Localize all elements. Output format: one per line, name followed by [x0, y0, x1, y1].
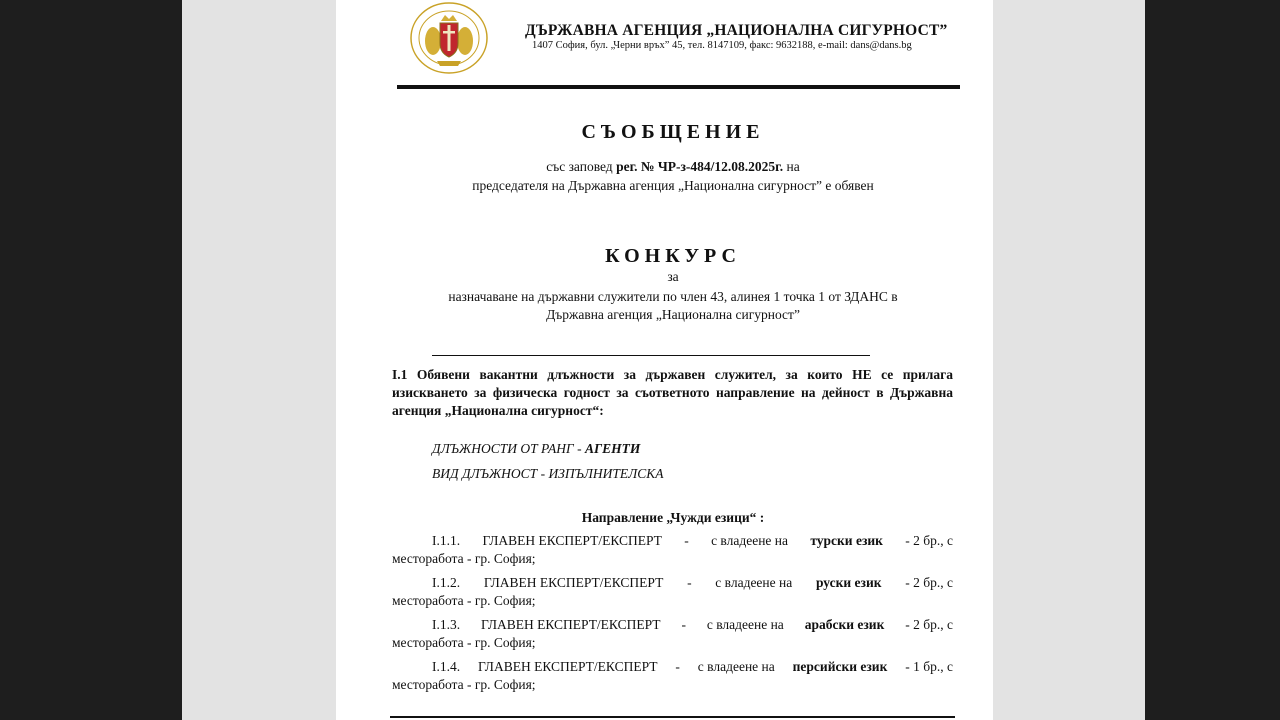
list-item [432, 532, 953, 550]
item-mid-text: с владеене на [706, 617, 784, 632]
list-item [432, 658, 953, 676]
item-location: месторабота - гр. София; [392, 551, 536, 566]
coat-of-arms-seal [407, 1, 491, 75]
item-position: ГЛАВЕН ЕКСПЕРТ/ЕКСПЕРТ [482, 533, 662, 548]
item-number: I.1.4. [432, 659, 461, 674]
item-mid-text: с владеене на [711, 533, 789, 548]
item-count: - 2 бр., с [905, 575, 953, 590]
position-kind: ВИД ДЛЪЖНОСТ - ИЗПЪЛНИТЕЛСКА [432, 466, 664, 481]
item-location: месторабота - гр. София; [392, 635, 536, 650]
header-divider [397, 85, 960, 89]
item-mid-text: с владеене на [697, 659, 775, 674]
item-count: - 2 бр., с [905, 533, 953, 548]
rank-value: АГЕНТИ [584, 441, 641, 456]
contest-title: КОНКУРС [605, 245, 741, 267]
item-language: турски език [810, 533, 883, 548]
rank-line [432, 441, 640, 457]
direction-label: Направление „Чужди езици“ : [581, 510, 765, 525]
notice-order-line [390, 157, 956, 176]
item-dash: - [681, 617, 686, 632]
item-location: месторабота - гр. София; [392, 677, 536, 692]
contest-line-1: назначаване на държавни служители по член 43, алинея 1 точка 1 от ЗДАНС в [448, 289, 898, 304]
section-heading: I.1 Обявени вакантни длъжности за държавен служител, за които НЕ се прилага изискването за физическа годност за съответното направление на дейност в Държавна агенция „Национална сигурност“: [392, 367, 953, 418]
order-reference: рег. № ЧР-з-484/12.08.2025г. [616, 159, 784, 174]
footer-divider [390, 716, 955, 718]
item-dash: - [684, 533, 689, 548]
section-divider [432, 355, 870, 356]
item-dash: - [687, 575, 692, 590]
notice-chairman-line: председателя на Държавна агенция „Национална сигурност” е обявен [472, 178, 874, 193]
item-count: - 1 бр., с [905, 659, 953, 674]
notice-title: СЪОБЩЕНИЕ [581, 121, 765, 143]
document-page[interactable] [336, 0, 993, 720]
item-language: руски език [815, 575, 882, 590]
notice-order-prefix: със заповед [546, 159, 617, 174]
item-count: - 2 бр., с [905, 617, 953, 632]
contest-line-2: Държавна агенция „Национална сигурност” [546, 307, 800, 322]
list-item [432, 616, 953, 634]
item-language: персийски език [792, 659, 888, 674]
item-number: I.1.1. [432, 533, 461, 548]
item-dash: - [675, 659, 680, 674]
item-mid-text: с владеене на [715, 575, 793, 590]
list-item [432, 574, 953, 592]
item-location: месторабота - гр. София; [392, 593, 536, 608]
item-number: I.1.3. [432, 617, 461, 632]
item-language: арабски език [804, 617, 885, 632]
item-position: ГЛАВЕН ЕКСПЕРТ/ЕКСПЕРТ [481, 617, 661, 632]
rank-prefix: ДЛЪЖНОСТИ ОТ РАНГ - [432, 441, 585, 456]
agency-name: ДЪРЖАВНА АГЕНЦИЯ „НАЦИОНАЛНА СИГУРНОСТ” [525, 22, 948, 39]
item-number: I.1.2. [432, 575, 461, 590]
agency-address: 1407 София, бул. „Черни връх” 45, тел. 8147109, факс: 9632188, e-mail: dans@dans.bg [532, 40, 912, 51]
item-position: ГЛАВЕН ЕКСПЕРТ/ЕКСПЕРТ [483, 575, 664, 590]
contest-for: за [667, 269, 679, 284]
item-position: ГЛАВЕН ЕКСПЕРТ/ЕКСПЕРТ [478, 659, 658, 674]
notice-order-suffix: на [783, 159, 800, 174]
